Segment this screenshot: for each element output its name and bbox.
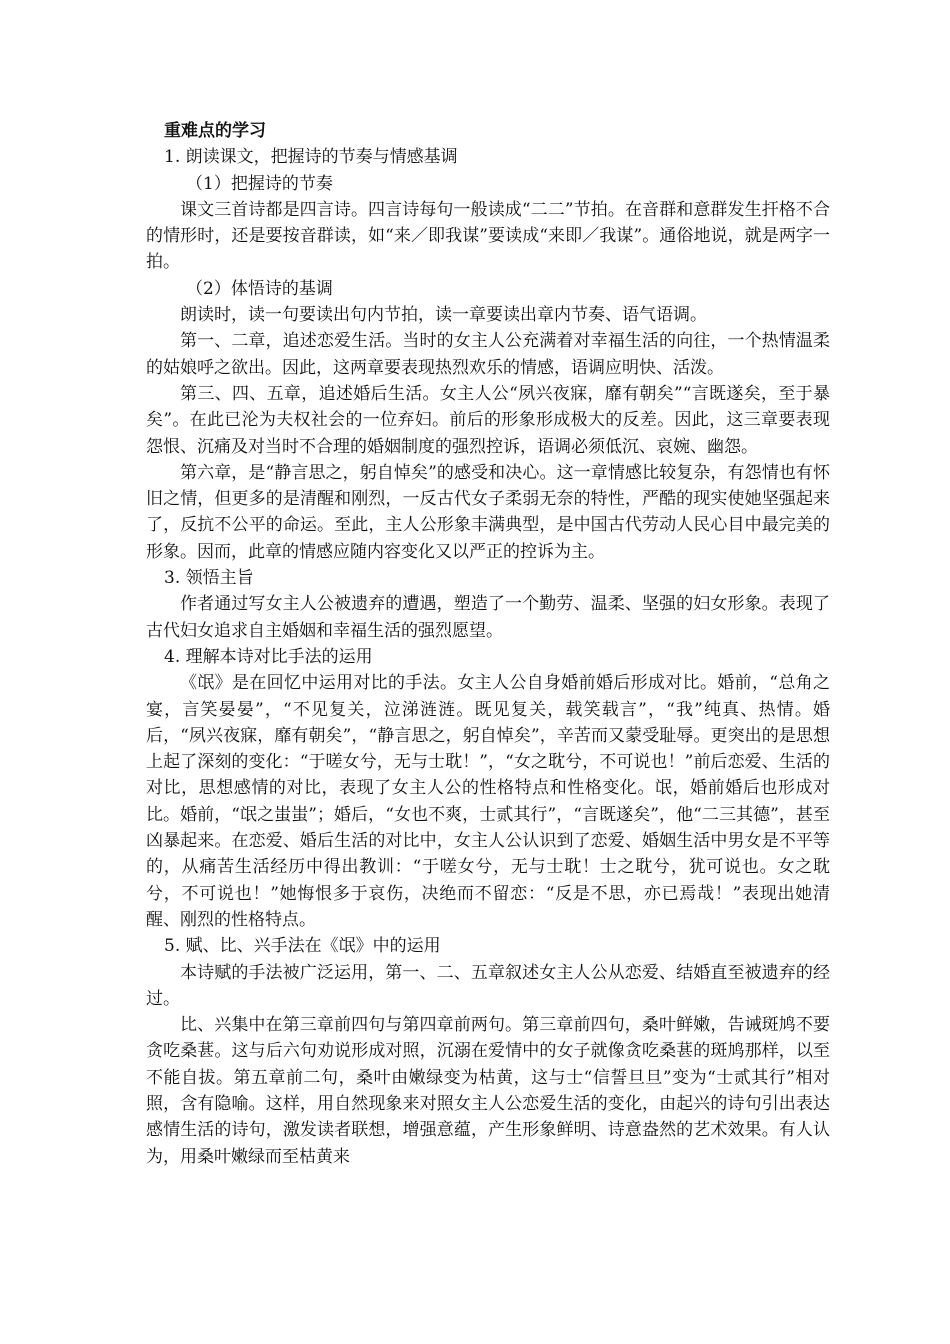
paragraph: 课文三首诗都是四言诗。四言诗每句一般读成“二二”节拍。在音群和意群发生扞格不合的情形时，还是要按音群读，如“来／即我谋”要读成“来即／我谋”。通俗地说，就是两字一拍。	[146, 199, 830, 273]
subheading-rhythm: （1）把握诗的节奏	[186, 173, 333, 194]
paragraph: 作者通过写女主人公被遗弃的遭遇，塑造了一个勤劳、温柔、坚强的妇女形象。表现了古代妇女追求自主婚姻和幸福生活的强烈愿望。	[146, 594, 830, 641]
paragraph: 第一、二章，追述恋爱生活。当时的女主人公充满着对幸福生活的向往，一个热情温柔的姑娘呼之欲出。因此，这两章要表现热烈欢乐的情感，语调应明快、活泼。	[146, 331, 830, 378]
heading-reading: 1. 朗读课文，把握诗的节奏与情感基调	[164, 147, 458, 168]
heading-fu-bi-xing: 5. 赋、比、兴手法在《氓》中的运用	[164, 936, 441, 957]
paragraph: 第六章，是“静言思之，躬自悼矣”的感受和决心。这一章情感比较复杂，有怨情也有怀旧之情，但更多的是清醒和刚烈，一反古代女子柔弱无奈的特性，严酷的现实使她坚强起来了，反抗不公平的命运。至此，主人公形象丰满典型，是中国古代劳动人民心目中最完美的形象。因而，此章的情感应随内容变化又以严正的控诉为主。	[146, 462, 830, 562]
subheading-tone: （2）体悟诗的基调	[186, 278, 333, 299]
heading-theme: 3. 领悟主旨	[164, 568, 254, 589]
paragraph: 比、兴集中在第三章前四句与第四章前两句。第三章前四句，桑叶鲜嫩，告诫斑鸠不要贪吃桑葚。这与后六句劝说形成对照，沉溺在爱情中的女子就像贪吃桑葚的斑鸠那样，以至不能自拔。第五章前二句，桑叶由嫩绿变为枯黄，这与士“信誓旦旦”变为“士贰其行”相对照，含有隐喻。这样，用自然现象来对照女主人公恋爱生活的变化，由起兴的诗句引出表达感情生活的诗句，激发读者联想，增强意蕴，产生形象鲜明、诗意盎然的艺术效果。有人认为，用桑叶嫩绿而至枯黄来	[146, 1015, 830, 1167]
paragraph: 本诗赋的手法被广泛运用，第一、二、五章叙述女主人公从恋爱、结婚直至被遗弃的经过。	[146, 962, 830, 1009]
paragraph: 第三、四、五章，追述婚后生活。女主人公“夙兴夜寐，靡有朝矣”“言既遂矣，至于暴矣”。在此已沦为夫权社会的一位弃妇。前后的形象形成极大的反差。因此，这三章要表现怨恨、沉痛及对当时不合理的婚姻制度的强烈控诉，语调必须低沉、哀婉、幽怨。	[146, 383, 830, 457]
heading-contrast: 4. 理解本诗对比手法的运用	[164, 646, 373, 667]
paragraph: 《氓》是在回忆中运用对比的手法。女主人公自身婚前婚后形成对比。婚前，“总角之宴，言笑晏晏”，“不见复关，泣涕涟涟。既见复关，载笑载言”，“我”纯真、热情。婚后，“夙兴夜寐，靡有朝矣”，“静言思之，躬自悼矣”，辛苦而又蒙受耻辱。更突出的是思想上起了深刻的变化：“于嗟女兮，无与士耽！”，“女之耽兮，不可说也！”前后恋爱、生活的对比，思想感情的对比，表现了女主人公的性格特点和性格变化。氓，婚前婚后也形成对比。婚前，“氓之蚩蚩”；婚后，“女也不爽，士贰其行”，“言既遂矣”，他“二三其德”，甚至凶暴起来。在恋爱、婚后生活的对比中，女主人公认识到了恋爱、婚姻生活中男女是不平等的，从痛苦生活经历中得出教训：“于嗟女兮，无与士耽！士之耽兮，犹可说也。女之耽兮，不可说也！”她悔恨多于哀伤，决绝而不留恋：“反是不思，亦已焉哉！”表现出她清醒、刚烈的性格特点。	[146, 673, 830, 930]
paragraph: 朗读时，读一句要读出句内节拍，读一章要读出章内节奏、语气语调。	[180, 305, 707, 326]
section-title: 重难点的学习	[164, 121, 266, 141]
